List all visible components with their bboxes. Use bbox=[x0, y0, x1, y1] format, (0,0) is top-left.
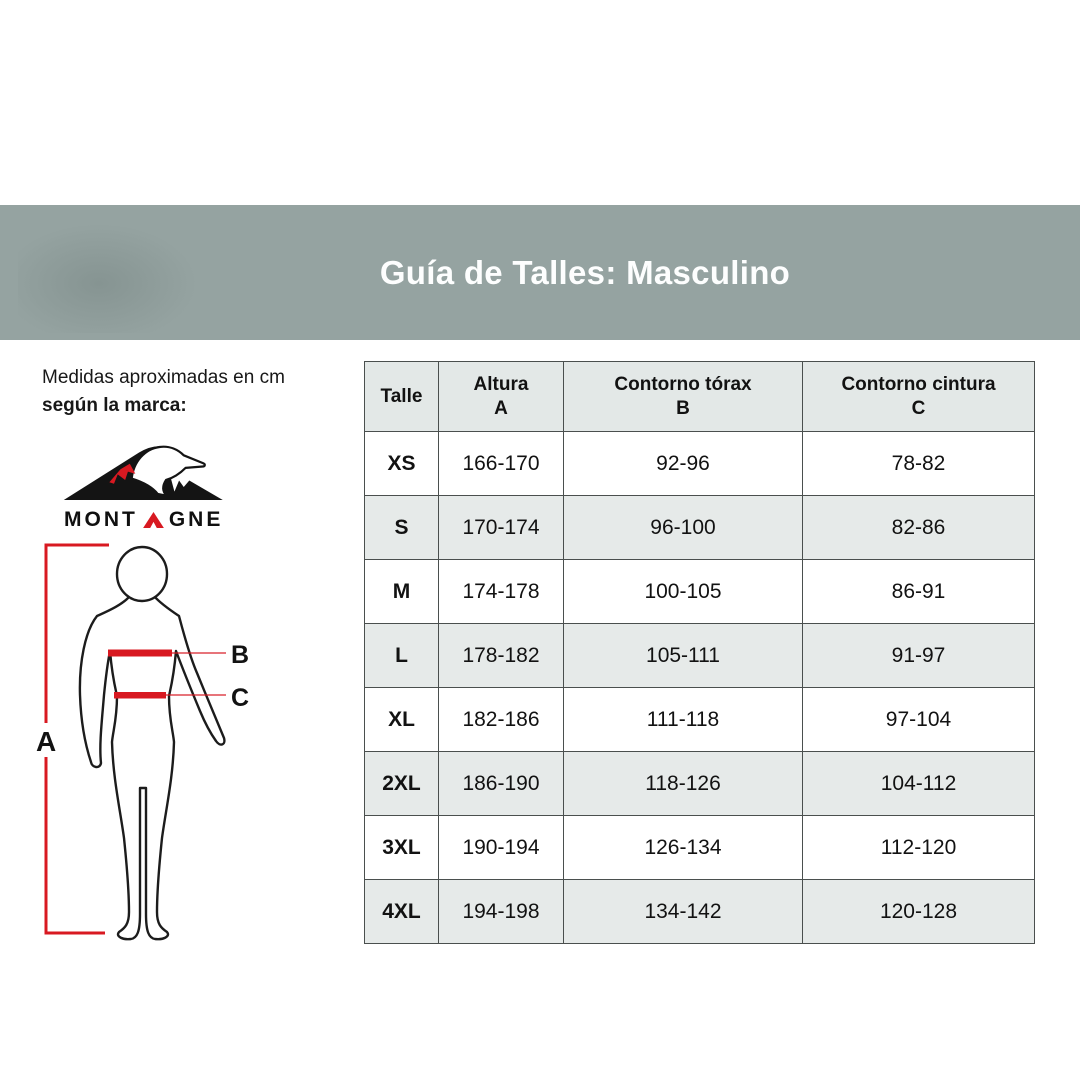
col-header-torax bbox=[564, 362, 803, 432]
cintura-cell: 82-86 bbox=[803, 496, 1035, 560]
altura-cell: 166-170 bbox=[439, 432, 564, 496]
measure-note-line2: según la marca: bbox=[42, 395, 187, 416]
torax-cell: 134-142 bbox=[564, 880, 803, 944]
col-label: Talle bbox=[380, 385, 423, 407]
table-row bbox=[365, 432, 1035, 496]
table-row bbox=[365, 688, 1035, 752]
col-header-talle bbox=[365, 362, 439, 432]
body-outline bbox=[80, 596, 225, 939]
cintura-cell: 120-128 bbox=[803, 880, 1035, 944]
altura-cell: 194-198 bbox=[439, 880, 564, 944]
size-cell: XS bbox=[365, 432, 439, 496]
col-header-altura bbox=[439, 362, 564, 432]
cintura-cell: 86-91 bbox=[803, 560, 1035, 624]
montagne-eagle-mountain-icon bbox=[61, 440, 233, 506]
col-label: Contorno tórax bbox=[614, 373, 752, 395]
torax-cell: 111-118 bbox=[564, 688, 803, 752]
cintura-cell: 112-120 bbox=[803, 816, 1035, 880]
size-cell: L bbox=[365, 624, 439, 688]
montagne-wordmark bbox=[64, 508, 245, 532]
col-header-cintura bbox=[803, 362, 1035, 432]
table-row bbox=[365, 816, 1035, 880]
table-row bbox=[365, 752, 1035, 816]
measure-note-line1: Medidas aproximadas en cm bbox=[42, 367, 285, 388]
table-header-row bbox=[365, 362, 1035, 432]
title-banner bbox=[0, 205, 1080, 340]
size-cell: 2XL bbox=[365, 752, 439, 816]
col-letter: C bbox=[911, 397, 926, 419]
col-label: Altura bbox=[473, 373, 529, 395]
wordmark-right: GNE bbox=[168, 508, 224, 531]
torax-cell: 118-126 bbox=[564, 752, 803, 816]
col-label: Contorno cintura bbox=[841, 373, 996, 395]
body-head bbox=[117, 547, 167, 601]
body-measurement-diagram bbox=[30, 535, 265, 960]
cintura-cell: 78-82 bbox=[803, 432, 1035, 496]
torax-cell: 96-100 bbox=[564, 496, 803, 560]
table-row bbox=[365, 880, 1035, 944]
altura-cell: 182-186 bbox=[439, 688, 564, 752]
size-table bbox=[364, 361, 1035, 944]
torax-cell: 105-111 bbox=[564, 624, 803, 688]
col-letter: B bbox=[676, 397, 690, 419]
cintura-cell: 97-104 bbox=[803, 688, 1035, 752]
label-b: B bbox=[231, 641, 250, 669]
banner-watermark bbox=[18, 223, 198, 333]
altura-cell: 190-194 bbox=[439, 816, 564, 880]
wordmark-left: MONT bbox=[64, 508, 138, 531]
table-row bbox=[365, 560, 1035, 624]
torax-cell: 100-105 bbox=[564, 560, 803, 624]
montagne-triangle-icon bbox=[143, 512, 164, 529]
label-a: A bbox=[36, 726, 57, 757]
size-cell: 4XL bbox=[365, 880, 439, 944]
measure-note bbox=[42, 364, 285, 420]
size-cell: M bbox=[365, 560, 439, 624]
table-row bbox=[365, 496, 1035, 560]
altura-cell: 174-178 bbox=[439, 560, 564, 624]
size-cell: 3XL bbox=[365, 816, 439, 880]
torax-cell: 126-134 bbox=[564, 816, 803, 880]
torax-cell: 92-96 bbox=[564, 432, 803, 496]
cintura-cell: 104-112 bbox=[803, 752, 1035, 816]
cintura-cell: 91-97 bbox=[803, 624, 1035, 688]
col-letter: A bbox=[494, 397, 508, 419]
altura-cell: 186-190 bbox=[439, 752, 564, 816]
altura-cell: 178-182 bbox=[439, 624, 564, 688]
page-title: Guía de Talles: Masculino bbox=[379, 253, 791, 291]
chest-bar bbox=[108, 650, 172, 657]
altura-cell: 170-174 bbox=[439, 496, 564, 560]
label-c: C bbox=[231, 684, 250, 712]
size-cell: XL bbox=[365, 688, 439, 752]
montagne-logo bbox=[55, 440, 245, 532]
waist-bar bbox=[114, 692, 166, 699]
size-cell: S bbox=[365, 496, 439, 560]
table-row bbox=[365, 624, 1035, 688]
